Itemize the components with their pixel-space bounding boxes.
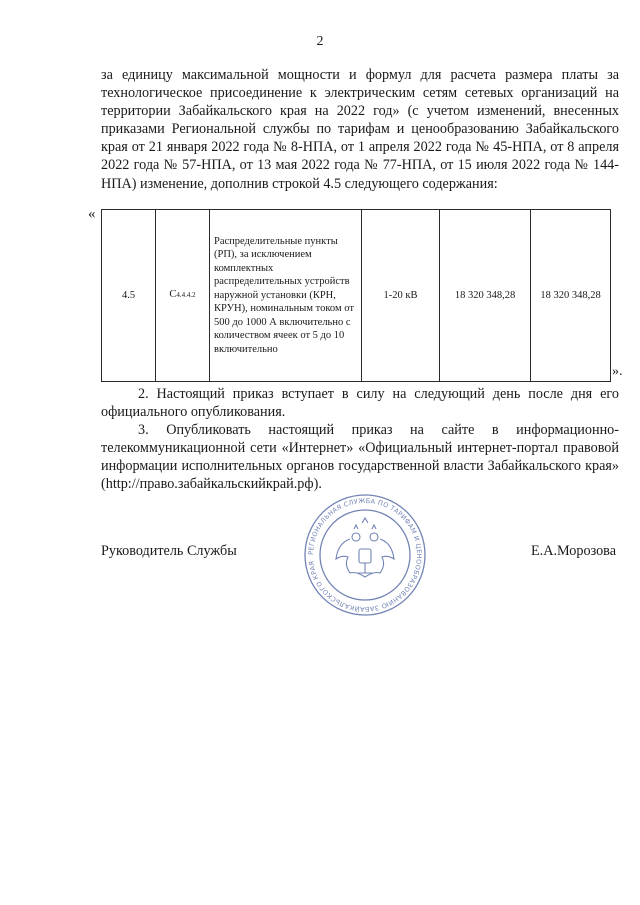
- rate-code-main: C: [169, 289, 177, 301]
- opening-quote: «: [88, 206, 96, 222]
- description-cell: Распределительные пункты (РП), за исключением комплектных распределительных устройств наружной установки (КРН, КРУН), номинальным током от 500 до 1000 А включительно с количеством ячеек от 5 до 10 включительно: [210, 210, 362, 382]
- rate-code-subscript: 4.4.4.2: [176, 291, 196, 300]
- value-cell-2: 18 320 348,28: [531, 210, 611, 382]
- official-seal-stamp: [292, 493, 438, 617]
- closing-quote: ».: [612, 364, 623, 379]
- svg-text:РЕГИОНАЛЬНАЯ СЛУЖБА ПО ТАРИФАМ: [307, 497, 423, 614]
- page-number: 2: [316, 34, 324, 49]
- rate-code-cell: [156, 210, 210, 382]
- paragraph-3: 3. Опубликовать настоящий приказ на сайте в информационно-телекоммуникационной сети «Интернет» «Официальный интернет-портал правовой информации исполнительных органов государственной власти Забайкальского края» (http://право.забайкальскийкрай.рф).: [101, 422, 619, 493]
- signatory-title: Руководитель Службы: [101, 543, 237, 559]
- row-number-cell: 4.5: [102, 210, 156, 382]
- coat-of-arms-icon: [336, 518, 394, 577]
- table-row: [102, 210, 611, 382]
- intro-paragraph: за единицу максимальной мощности и формул для расчета размера платы за технологическое присоединение к электрическим сетям сетевых организаций на территории Забайкальского края на 2022 год» (с учетом изменений, внесенных приказами Региональной службы по тарифам и ценообразованию Забайкальского края от 21 января 2022 года № 8-НПА, от 1 апреля 2022 года № 45-НПА, от 8 апреля 2022 года № 57-НПА, от 13 мая 2022 года № 77-НПА, от 15 июля 2022 года № 144-НПА) изменение, дополнив строкой 4.5 следующего содержания:: [101, 67, 619, 192]
- amendment-table: [101, 209, 611, 382]
- value-cell-1: 18 320 348,28: [440, 210, 531, 382]
- seal-text: РЕГИОНАЛЬНАЯ СЛУЖБА ПО ТАРИФАМ И ЦЕНООБРАЗОВАНИЮ ЗАБАЙКАЛЬСКОГО КРАЯ: [306, 496, 424, 614]
- voltage-cell: 1-20 кВ: [362, 210, 440, 382]
- signatory-name: Е.А.Морозова: [531, 543, 616, 559]
- paragraph-2: 2. Настоящий приказ вступает в силу на следующий день после дня его официального опубликования.: [101, 386, 619, 421]
